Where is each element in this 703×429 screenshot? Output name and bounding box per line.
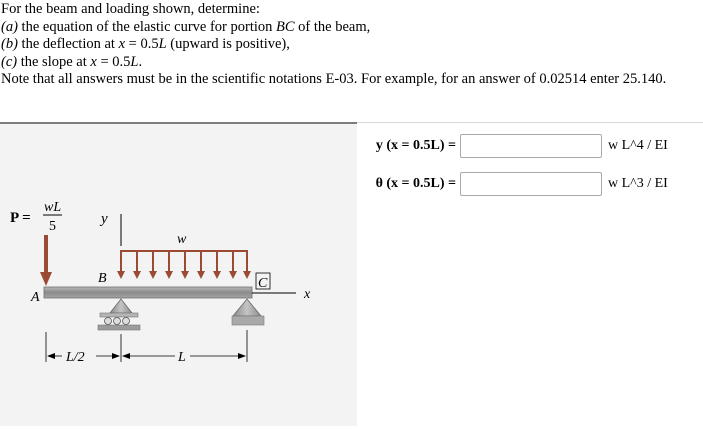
point-a-label: A xyxy=(31,290,40,305)
part-b-L: L xyxy=(158,36,167,53)
part-b-label: (b) xyxy=(1,36,18,53)
part-b-line xyxy=(1,36,701,54)
part-c-label: (c) xyxy=(1,53,18,70)
part-b-text-3: (upward is positive), xyxy=(166,36,290,53)
pin-support xyxy=(232,299,264,325)
slope-input[interactable] xyxy=(460,172,602,196)
p-numerator: wL xyxy=(44,200,62,215)
point-b-label: B xyxy=(98,271,107,286)
dimension-full-label: L xyxy=(178,350,186,365)
part-b-text-2: = 0.5 xyxy=(125,36,159,53)
dimension-half-label: L/2 xyxy=(66,350,85,365)
point-load-arrow xyxy=(40,235,52,286)
y-axis-label: y xyxy=(101,211,108,227)
problem-statement xyxy=(1,1,701,89)
p-denominator: 5 xyxy=(49,219,56,234)
part-c-text-1: the slope at xyxy=(17,53,91,70)
part-b-x: x xyxy=(118,36,126,53)
part-a-text-2: of the beam, xyxy=(294,18,371,35)
roller-support xyxy=(98,299,140,330)
beam-figure-panel xyxy=(0,122,357,426)
divider xyxy=(357,122,703,123)
slope-label: θ (x = 0.5L) = xyxy=(375,176,456,191)
deflection-input[interactable] xyxy=(460,134,602,158)
deflection-label: y (x = 0.5L) = xyxy=(375,138,456,153)
intro-line xyxy=(1,1,701,19)
part-c-x: x xyxy=(90,53,97,70)
beam-diagram xyxy=(0,124,357,424)
p-label: P = xyxy=(10,210,31,226)
part-a-text-1: the equation of the elastic curve for portion xyxy=(17,18,277,35)
note-line xyxy=(1,71,701,89)
distributed-load xyxy=(117,251,251,279)
intro-text: For the beam and loading shown, determine: xyxy=(1,1,260,17)
part-a-line xyxy=(1,19,701,37)
point-c-label: C xyxy=(258,276,268,291)
note-text: Note that all answers must be in the scientific notations E-03. For example, for an answer of 0.02514 enter 25.140. xyxy=(1,71,667,88)
slope-unit: w L^3 / EI xyxy=(608,176,668,191)
part-a-label: (a) xyxy=(1,18,18,35)
part-c-text-2: = 0.5 xyxy=(96,53,131,70)
part-c-L: L xyxy=(130,53,139,70)
part-b-text-1: the deflection at xyxy=(17,36,119,53)
x-axis-label: x xyxy=(304,287,311,302)
w-label: w xyxy=(177,232,187,247)
part-c-text-3: . xyxy=(138,53,143,70)
deflection-unit: w L^4 / EI xyxy=(608,138,668,153)
part-c-line xyxy=(1,54,701,72)
part-a-bc: BC xyxy=(276,18,295,35)
beam xyxy=(44,287,252,298)
